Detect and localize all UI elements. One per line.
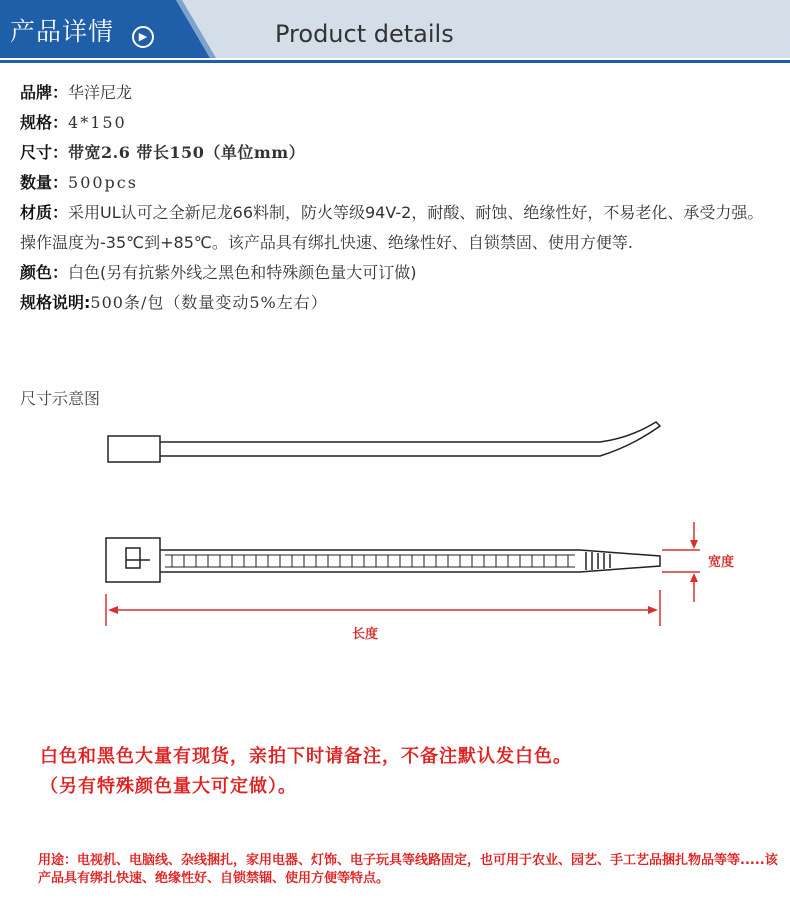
tie-tail-grip — [586, 552, 610, 570]
play-arrow-icon: ▶ — [132, 26, 154, 48]
cable-tie-top-view — [106, 538, 660, 582]
stock-notice — [40, 742, 572, 802]
spec-list — [20, 78, 770, 318]
spec-value: 500pcs — [68, 173, 138, 192]
tie-head-slot — [126, 548, 140, 568]
cable-tie-side-view — [108, 422, 660, 462]
spec-value: 4*150 — [68, 113, 127, 132]
spec-row-quantity — [20, 168, 770, 198]
stock-notice-line-1: 白色和黑色大量有现货，亲拍下时请备注，不备注默认发白色。 — [40, 746, 572, 767]
spec-key: 品牌： — [20, 83, 69, 102]
spec-value: 华洋尼龙 — [68, 83, 133, 102]
tie-strap-top — [160, 550, 660, 572]
spec-key: 规格： — [20, 113, 69, 132]
spec-key: 颜色： — [20, 263, 69, 282]
header-underline — [0, 60, 790, 63]
spec-row-size — [20, 138, 770, 168]
spec-value: 采用UL认可之全新尼龙66料制，防火等级94V-2，耐酸、耐蚀、绝缘性好，不易老化、承受力强。操作温度为-35℃到+85℃。该产品具有绑扎快速、绝缘性好、自锁禁固、使用方便等. — [20, 203, 764, 252]
section-header — [0, 0, 790, 64]
usage-text: 用途：电视机、电脑线、杂线捆扎，家用电器、灯饰、电子玩具等线路固定，也可用于农业、园艺、手工艺品捆扎物品等等.....该产品具有绑扎快速、绝缘性好、自锁禁锢、使用方便等特点。 — [38, 853, 778, 886]
spec-value: 白色(另有抗紫外线之黑色和特殊颜色量大可订做) — [68, 263, 417, 282]
tie-head-side — [108, 436, 160, 462]
spec-value: 500条/包（数量变动5%左右） — [90, 293, 328, 312]
spec-row-material — [20, 198, 770, 258]
tie-strap-side — [160, 422, 660, 456]
length-dimension — [106, 590, 660, 626]
spec-key: 数量： — [20, 173, 69, 192]
tie-rib-ticks — [172, 555, 568, 567]
spec-value: 带宽2.6 带长150（单位mm） — [68, 143, 306, 162]
diagram-caption: 尺寸示意图 — [20, 389, 101, 408]
spec-key: 材质： — [20, 203, 69, 222]
header-en-title: Product details — [275, 20, 454, 48]
spec-key: 尺寸： — [20, 143, 69, 162]
header-cn-title: 产品详情 — [10, 17, 115, 46]
spec-row-brand — [20, 78, 770, 108]
spec-row-color — [20, 258, 770, 288]
spec-row-packing — [20, 288, 770, 318]
length-label: 长度 — [352, 627, 379, 640]
width-label: 宽度 — [708, 555, 735, 570]
spec-row-model — [20, 108, 770, 138]
stock-notice-line-2: （另有特殊颜色量大可定做）。 — [40, 776, 297, 797]
cable-tie-diagram — [0, 400, 790, 640]
width-dimension — [662, 522, 700, 602]
spec-key: 规格说明: — [20, 293, 91, 312]
